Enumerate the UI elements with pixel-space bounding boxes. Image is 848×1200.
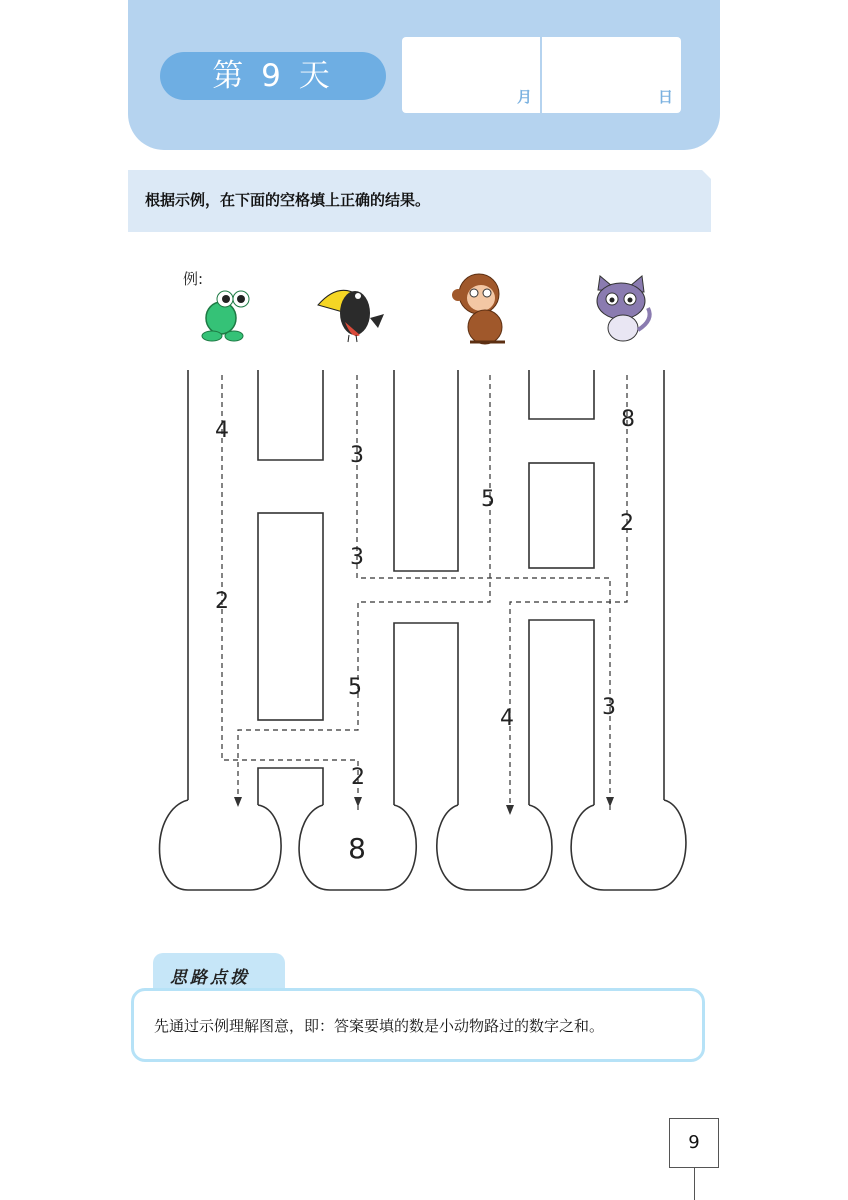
answer-slot-toucan[interactable]: 8 [348,832,366,865]
cat-icon [597,276,650,341]
path-number: 4 [500,706,514,731]
day-field-label: 日 [657,88,673,106]
instruction-text: 根据示例，在下面的空格填上正确的结果。 [145,191,431,209]
path-number: 5 [481,487,495,512]
path-number: 5 [348,675,362,700]
frog-icon [202,291,249,341]
page-number: 9 [669,1118,719,1168]
example-label: 例: [183,270,204,288]
toucan-icon [318,290,384,342]
path-number: 2 [215,589,229,614]
month-label: 月 [516,88,532,106]
path-number: 3 [602,695,616,720]
hint-text: 先通过示例理解图意，即：答案要填的数是小动物路过的数字之和。 [154,1017,605,1035]
page-divider [694,1167,695,1200]
path-number: 4 [215,418,229,443]
path-number: 8 [621,407,635,432]
path-number: 3 [350,545,364,570]
hint-title: 思路点拨 [170,968,250,988]
monkey-icon [452,274,505,344]
path-number: 2 [620,511,634,536]
path-number: 3 [350,443,364,468]
path-number: 2 [351,765,365,790]
day-label: 第 9 天 [160,52,386,100]
